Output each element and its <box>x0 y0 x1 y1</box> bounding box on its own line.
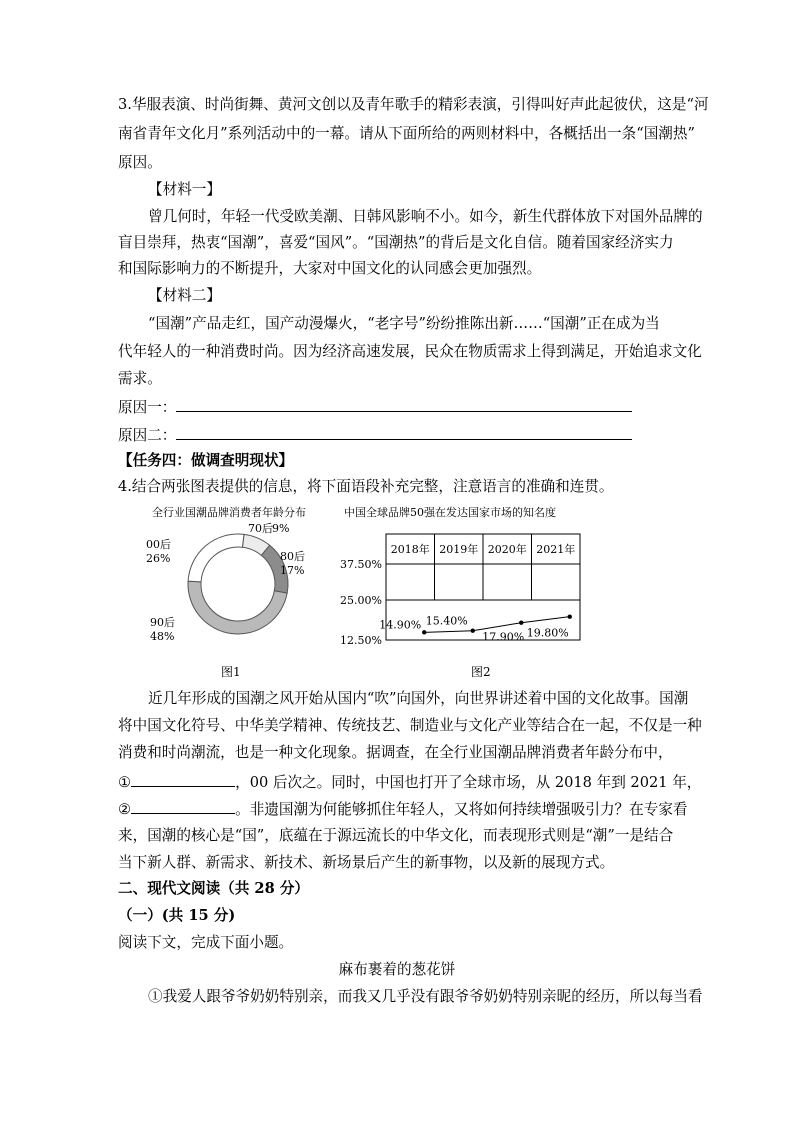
q3-line-1: 3.华服表演、时尚街舞、黄河文创以及青年歌手的精彩表演，引得叫好声此起彼伏，这是“河 <box>118 96 709 113</box>
y-tick-1: 25.00% <box>340 594 382 607</box>
q3-line-2: 南省青年文化月”系列活动中的一幕。请从下面所给的两则材料中，各概括出一条“国潮热” <box>118 125 695 142</box>
x-category-1: 2019年 <box>439 543 479 556</box>
donut-label-3: 00后 <box>146 538 171 551</box>
chart-1-donut <box>118 520 318 670</box>
blank-2[interactable] <box>131 798 235 814</box>
blank-1[interactable] <box>131 771 235 787</box>
chart-2-line <box>340 526 620 661</box>
blank-1-marker: ① <box>118 774 132 791</box>
subsection-1-heading: （一）(共 15 分) <box>118 907 236 924</box>
reading-instruction: 阅读下文，完成下面小题。 <box>118 934 294 951</box>
material-2-line-1: “国潮”产品走红，国产动漫爆火，“老字号”纷纷推陈出新……“国潮”正在成为当 <box>148 315 660 332</box>
line-value-label-0: 14.90% <box>379 618 422 632</box>
donut-label-2: 90后 <box>150 616 175 629</box>
material-1-line-2: 盲目崇拜，热衷“国潮”，喜爱“国风”。“国潮热”的背后是文化自信。随着国家经济实力 <box>118 234 674 251</box>
article-paragraph-1: ①我爱人跟爷爷奶奶特别亲，而我又几乎没有跟爷爷奶奶特别亲昵的经历，所以每当看 <box>148 988 703 1005</box>
reason-2-blank[interactable] <box>176 424 632 440</box>
y-tick-2: 12.50% <box>340 634 382 647</box>
para-line-2: 将中国文化符号、中华美学精神、传统技艺、制造业与文化产业等结合在一起，不仅是一种 <box>118 717 702 734</box>
donut-slice-2 <box>188 581 287 634</box>
chart-1-caption: 图1 <box>221 665 241 679</box>
reason-2-label: 原因二： <box>118 427 177 444</box>
line-point-3 <box>568 614 572 618</box>
line-point-0 <box>422 630 426 634</box>
reason-2-row <box>118 424 632 446</box>
material-1-line-3: 和国际影响力的不断提升，大家对中国文化的认同感会更加强烈。 <box>118 260 542 277</box>
material-2-line-3: 需求。 <box>118 370 162 387</box>
reason-1-row <box>118 396 632 418</box>
chart-2-caption: 图2 <box>471 665 491 679</box>
donut-slice-3 <box>188 534 244 582</box>
blank-2-marker: ② <box>118 801 132 818</box>
section-2-heading: 二、现代文阅读（共 28 分） <box>118 880 310 897</box>
line-value-label-3: 19.80% <box>526 626 569 640</box>
para-line-5-text: 。非遗国潮为何能够抓住年轻人，又将如何持续增强吸引力？在专家看 <box>235 801 688 818</box>
reason-1-label: 原因一： <box>118 399 177 416</box>
x-category-2: 2020年 <box>487 543 527 556</box>
charts-area <box>118 500 638 685</box>
material-2-line-2: 代年轻人的一种消费时尚。因为经济高速发展，民众在物质需求上得到满足，开始追求文化 <box>118 343 702 360</box>
para-line-1: 近几年形成的国潮之风开始从国内“吹”向国外，向世界讲述着中国的文化故事。国潮 <box>148 690 689 707</box>
donut-label-0: 70后 <box>248 522 273 535</box>
para-line-4 <box>118 771 701 793</box>
line-value-label-2: 17.90% <box>482 630 525 644</box>
chart-2-title: 中国全球品牌50强在发达国家市场的知名度 <box>344 506 556 519</box>
para-line-7: 当下新人群、新需求、新技术、新场景后产生的新事物，以及新的展现方式。 <box>118 854 615 871</box>
para-line-3: 消费和时尚潮流，也是一种文化现象。据调查，在全行业国潮品牌消费者年龄分布中， <box>118 744 673 761</box>
y-tick-0: 37.50% <box>340 558 382 571</box>
para-line-6: 来，国潮的核心是“国”，底蕴在于源远流长的中华文化，而表现形式则是“潮”一是结合 <box>118 827 674 844</box>
material-1-line-1: 曾几何时，年轻一代受欧美潮、日韩风影响不小。如今，新生代群体放下对国外品牌的 <box>148 208 703 225</box>
x-category-3: 2021年 <box>536 543 576 556</box>
para-line-5 <box>118 798 688 820</box>
donut-value-0: 9% <box>272 522 290 535</box>
reason-1-blank[interactable] <box>176 396 632 412</box>
chart-1-title: 全行业国潮品牌消费者年龄分布 <box>152 506 306 519</box>
line-point-2 <box>519 621 523 625</box>
para-line-4-text: ，00 后次之。同时，中国也打开了全球市场，从 2018 年到 2021 年， <box>235 774 702 791</box>
task-4-heading: 【任务四：做调查明现状】 <box>118 452 294 469</box>
q4-prompt: 4.结合两张图表提供的信息，将下面语段补充完整，注意语言的准确和连贯。 <box>118 478 614 495</box>
donut-value-3: 26% <box>146 552 171 565</box>
q3-line-3: 原因。 <box>118 154 162 171</box>
donut-value-2: 48% <box>150 630 175 643</box>
material-2-heading: 【材料二】 <box>148 287 221 304</box>
line-point-1 <box>471 629 475 633</box>
donut-label-1: 80后 <box>280 550 305 563</box>
material-1-heading: 【材料一】 <box>148 181 221 198</box>
line-value-label-1: 15.40% <box>425 614 468 628</box>
article-title: 麻布裹着的葱花饼 <box>338 961 456 978</box>
donut-value-1: 17% <box>280 564 305 577</box>
x-category-0: 2018年 <box>390 543 430 556</box>
